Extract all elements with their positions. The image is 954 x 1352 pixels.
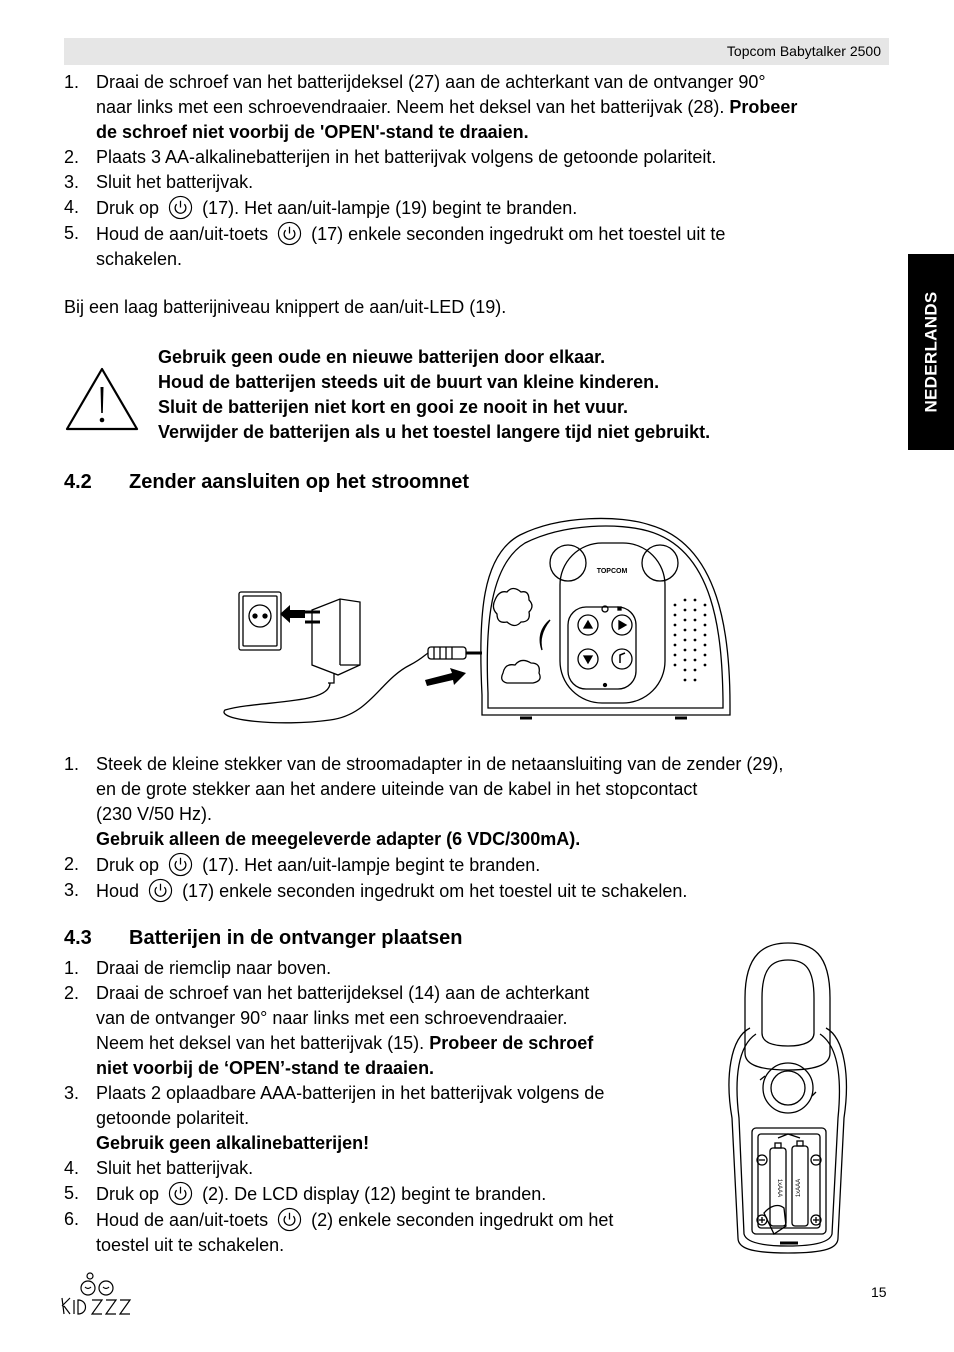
receiver-steps-list: [64, 956, 704, 1258]
list-item: 1. Draai de riemclip naar boven.: [64, 958, 332, 978]
language-tab: [908, 254, 954, 450]
power-button-icon: [277, 221, 302, 246]
section-heading: 4.3 Batterijen in de ontvanger plaatsen: [64, 927, 463, 949]
list-item: 4. Druk op (17). Het aan/uit-lampje (19) begint te branden.: [64, 197, 578, 218]
warning-text: Gebruik geen oude en nieuwe batterijen door elkaar. Houd de batterijen steeds uit de buurt van kleine kinderen. Sluit de batterijen niet kort en gooi ze nooit in het vuur. Verwijder de batterijen als u het toestel langere tijd niet gebruikt.: [158, 347, 711, 442]
power-button-icon: [277, 1207, 302, 1232]
power-button-icon: [168, 852, 193, 877]
list-item: 2. Draai de schroef van het batterijdeksel (14) aan de achterkant van de ontvanger 90° naar links met een schroevendraaier. Neem het deksel van het batterijvak (15). Probeer de schroef niet voorbij de ‘OPEN’-stand te draaien.: [64, 983, 594, 1078]
list-item: 5. Houd de aan/uit-toets (17) enkele seconden ingedrukt om het toestel uit te schakelen.: [64, 223, 726, 269]
page-number: 15: [871, 1284, 887, 1300]
list-item: 2. Plaats 3 AA-alkalinebatterijen in het batterijvak volgens de getoonde polariteit.: [64, 147, 717, 167]
receiver-battery-illustration: [720, 938, 870, 1258]
list-item: 2. Druk op (17). Het aan/uit-lampje begint te branden.: [64, 854, 541, 875]
list-item: 3. Houd (17) enkele seconden ingedrukt om het toestel uit te schakelen.: [64, 880, 688, 901]
transmitter-adapter-illustration: [220, 515, 740, 730]
kidzzz-logo: [58, 1270, 138, 1316]
low-battery-note: Bij een laag batterijniveau knippert de aan/uit-LED (19).: [64, 297, 507, 317]
battery-label: 1xAAA: [796, 1178, 802, 1198]
header-title: Topcom Babytalker 2500: [726, 43, 881, 59]
battery-label: 1xAAA: [776, 1178, 782, 1198]
power-button-icon: [168, 195, 193, 220]
battery-steps-list: [64, 70, 894, 272]
list-item: 1. Steek de kleine stekker van de stroomadapter in de netaansluiting van de zender (29), en de grote stekker aan het andere uiteinde van de kabel in het stopcontact (230 V/50 Hz). Gebruik alleen de meegeleverde adapter (6 VDC/300mA).: [64, 754, 784, 849]
warning-triangle-icon: [64, 365, 140, 433]
power-button-icon: [168, 1181, 193, 1206]
list-item: 1. Draai de schroef van het batterijdeksel (27) aan de achterkant van de ontvanger 90° naar links met een schroevendraaier. Neem het deksel van het batterijvak (28). Probeer de schroef niet voorbij de 'OPEN'-stand te draaien.: [64, 72, 798, 142]
list-item: 3. Sluit het batterijvak.: [64, 172, 254, 192]
language-tab-label: NEDERLANDS: [921, 291, 941, 413]
list-item: 5. Druk op (2). De LCD display (12) begint te branden.: [64, 1183, 547, 1204]
transmitter-steps-list: [64, 752, 894, 904]
section-heading: 4.2 Zender aansluiten op het stroomnet: [64, 471, 470, 493]
power-button-icon: [148, 878, 173, 903]
list-item: 3. Plaats 2 oplaadbare AAA-batterijen in het batterijvak volgens de getoonde polariteit. Gebruik geen alkalinebatterijen!: [64, 1083, 605, 1153]
list-item: 6. Houd de aan/uit-toets (2) enkele seconden ingedrukt om het toestel uit te schakelen.: [64, 1209, 614, 1255]
header-bar: [64, 38, 889, 65]
illustration-brand-label: TOPCOM: [596, 568, 628, 575]
list-item: 4. Sluit het batterijvak.: [64, 1158, 254, 1178]
